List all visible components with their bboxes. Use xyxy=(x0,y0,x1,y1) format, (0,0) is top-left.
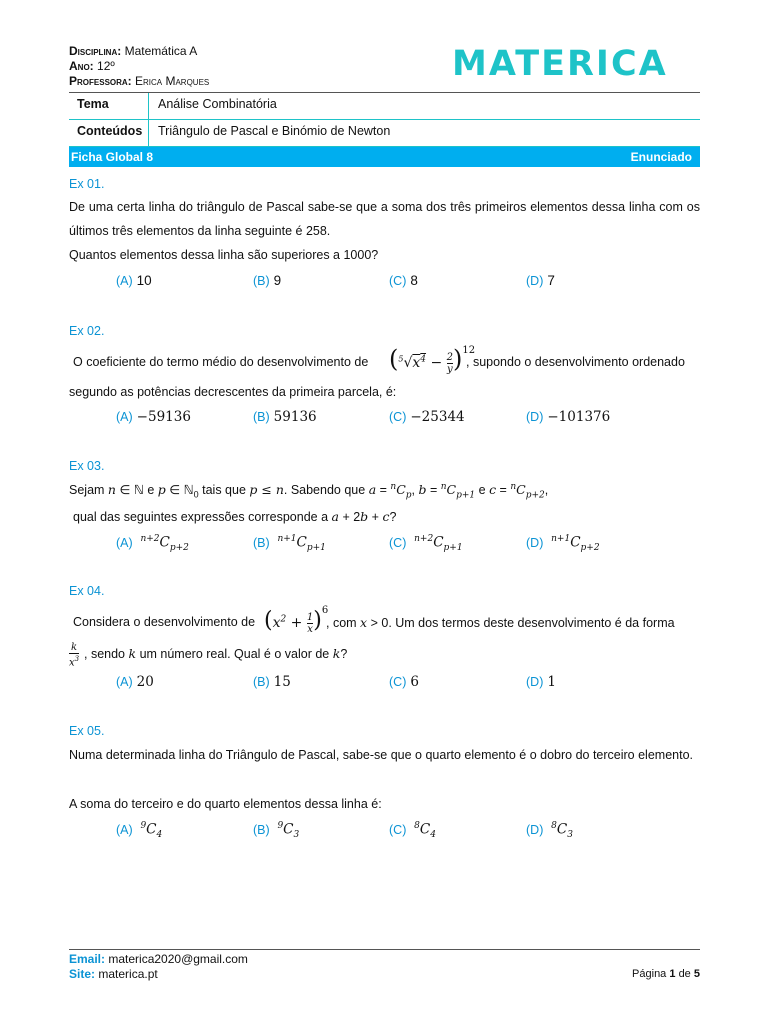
ex2-statement-line2: segundo as potências decrescentes da primeira parcela, é: xyxy=(69,385,397,399)
cell-divider xyxy=(148,93,149,119)
ex1-option-a[interactable]: (A) 10 xyxy=(116,273,152,288)
ex5-option-a[interactable]: (A) $^9C_4$ xyxy=(116,821,163,841)
ex3-option-c[interactable]: (C) $^{n+2}C_{p+1}$ xyxy=(389,534,463,554)
ex4-option-b[interactable]: (B) 15 xyxy=(253,674,291,690)
ex5-title: Ex 05. xyxy=(69,724,105,738)
ex1-question: Quantos elementos dessa linha são superiores a 1000? xyxy=(69,248,379,262)
ex4-statement-line2: , sendo k um número real. Qual é o valor de k? xyxy=(84,646,348,661)
ex1-option-c[interactable]: (C) 8 xyxy=(389,273,418,288)
ex1-statement: De uma certa linha do triângulo de Pascal sabe-se que a soma dos três primeiros elementos dessa linha com os últimos três elementos da linha seguinte é 258. xyxy=(69,200,700,238)
ex4-statement-line1b: , com x > 0. Um dos termos deste desenvolvimento é da forma xyxy=(326,615,675,630)
ex5-statement: Numa determinada linha do Triângulo de Pascal, sabe-se que o quarto elemento é o dobro do terceiro elemento. xyxy=(69,748,693,762)
band-title: Ficha Global 8 xyxy=(71,150,154,164)
ex4-option-d[interactable]: (D) 1 xyxy=(526,674,556,690)
ex2-option-b[interactable]: (B) 59136 xyxy=(253,409,317,425)
disciplina-label: Disciplina: xyxy=(69,44,122,58)
ex4-binomial-expression: ($x^2$ + $\frac{1}{x}$ )$^6$ xyxy=(264,605,329,635)
ex4-option-a[interactable]: (A) 20 xyxy=(116,674,154,690)
conteudos-value: Triângulo de Pascal e Binómio de Newton xyxy=(158,124,391,138)
footer-divider xyxy=(69,949,700,950)
ex4-title: Ex 04. xyxy=(69,584,105,598)
sheet-band xyxy=(69,147,700,167)
email-label: Email: xyxy=(69,952,106,966)
ex5-option-b[interactable]: (B) $^9C_3$ xyxy=(253,821,300,841)
ex1-option-d[interactable]: (D) 7 xyxy=(526,273,555,288)
ex3-option-d[interactable]: (D) $^{n+1}C_{p+2}$ xyxy=(526,534,600,554)
ex3-title: Ex 03. xyxy=(69,459,105,473)
ex4-fraction-k-x3: k $x^3$ xyxy=(69,642,80,669)
table-row-conteudos xyxy=(69,120,700,147)
ex5-option-c[interactable]: (C) $^8C_4$ xyxy=(389,821,436,841)
conteudos-label: Conteúdos xyxy=(77,124,143,138)
header-info xyxy=(69,44,209,89)
ex2-option-c[interactable]: (C) −25344 xyxy=(389,409,465,425)
ex4-statement-line1a: Considera o desenvolvimento de xyxy=(73,615,256,629)
cell-divider xyxy=(148,120,149,146)
materica-logo: MATERICA xyxy=(452,44,668,84)
table-row-tema xyxy=(69,93,700,120)
professora-label: Professora: xyxy=(69,74,132,88)
ano-label: Ano: xyxy=(69,59,94,73)
ex3-option-a[interactable]: (A) $^{n+2}C_{p+2}$ xyxy=(116,534,189,554)
disciplina-value: Matemática A xyxy=(124,44,198,58)
ex4-option-c[interactable]: (C) 6 xyxy=(389,674,419,690)
ex5-option-d[interactable]: (D) $^8C_3$ xyxy=(526,821,573,841)
footer-contact xyxy=(69,952,248,982)
ex3-statement-line1: Sejam n ∈ ℕ e p ∈ ℕ$_0$ tais que p ≤ n. Sabendo que $a = ^nC_p$, $b = ^nC_{p+1}$ e $c = ^nC_{p+2}$, xyxy=(69,482,549,501)
ex3-statement-line2: qual das seguintes expressões corresponde a a + 2b + c? xyxy=(73,509,397,524)
ex1-title: Ex 01. xyxy=(69,177,105,191)
ex3-option-b[interactable]: (B) $^{n+1}C_{p+1}$ xyxy=(253,534,326,554)
ex2-title: Ex 02. xyxy=(69,324,105,338)
tema-label: Tema xyxy=(77,97,109,111)
ex2-statement-line1: O coeficiente do termo médio do desenvolvimento de xyxy=(73,355,369,369)
professora-value: Erica Marques xyxy=(135,74,210,88)
email-link[interactable]: materica2020@gmail.com xyxy=(108,952,248,966)
band-status: Enunciado xyxy=(630,150,692,164)
ano-value: 12º xyxy=(97,59,115,73)
ex2-binomial-expression: ($^5√x^4$ − $\frac{2}{y}$ )$^{12}$ xyxy=(389,345,476,375)
ex2-statement-line1-end: , supondo o desenvolvimento ordenado xyxy=(466,355,685,369)
ex2-option-a[interactable]: (A) −59136 xyxy=(116,409,191,425)
ex1-option-b[interactable]: (B) 9 xyxy=(253,273,282,288)
ex5-question: A soma do terceiro e do quarto elementos dessa linha é: xyxy=(69,797,382,811)
site-link[interactable]: materica.pt xyxy=(98,967,158,981)
site-label: Site: xyxy=(69,967,96,981)
tema-value: Análise Combinatória xyxy=(158,97,277,111)
page-number: Página 1 de 5 xyxy=(632,968,700,980)
ex2-option-d[interactable]: (D) −101376 xyxy=(526,409,611,425)
